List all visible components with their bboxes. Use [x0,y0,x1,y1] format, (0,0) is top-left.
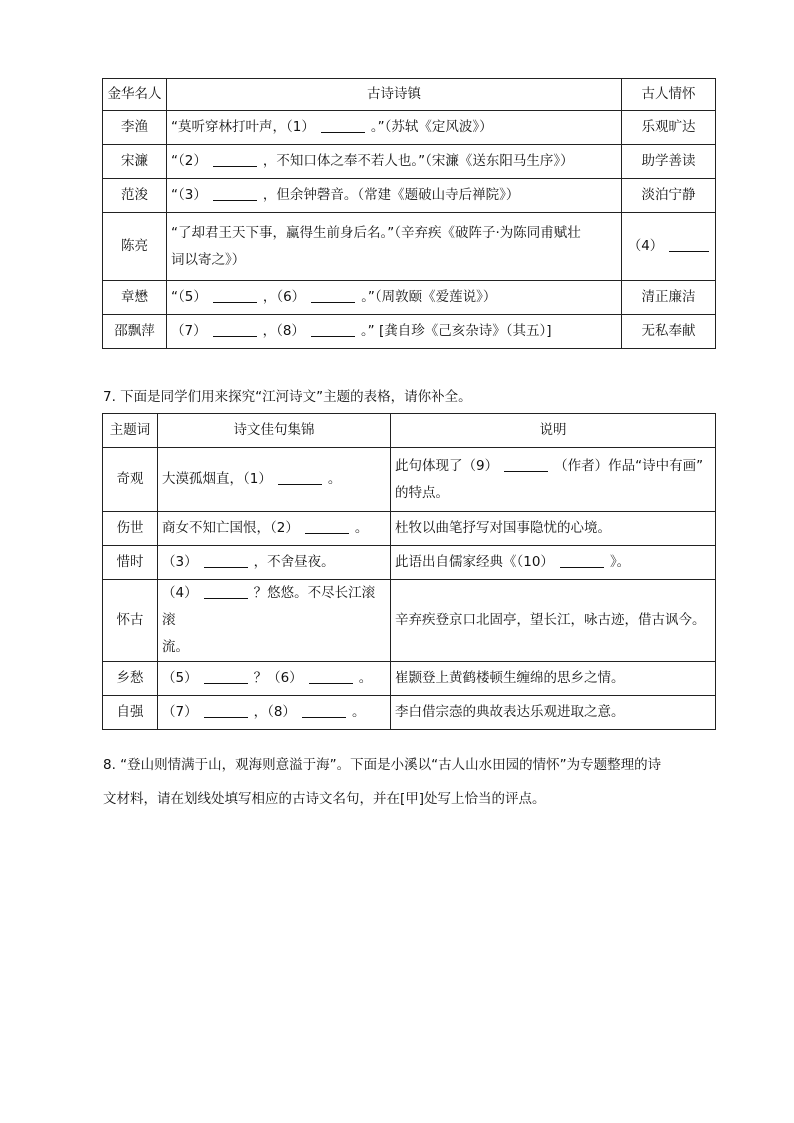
answer-blank[interactable] [213,152,257,167]
table-row [103,111,716,145]
answer-blank[interactable] [204,669,248,684]
name-cell: 宋濂 [103,145,167,179]
poem-cell: “莫听穿林打叶声，（1） 。”（苏轼《定风波》） [167,111,622,145]
table-row [103,213,716,281]
answer-blank[interactable] [321,118,365,133]
answer-blank[interactable] [560,553,604,568]
description-cell: 此句体现了（9） （作者）作品“诗中有画” 的特点。 [391,448,716,512]
river-poetry-table [102,413,716,730]
description-cell: 此语出自儒家经典《（10） 》。 [391,546,716,580]
question-8-line: 文材料，请在划线处填写相应的古诗文名句，并在[甲]处写上恰当的评点。 [103,791,546,807]
table-row [103,546,716,580]
name-cell: 章懋 [103,281,167,315]
table-row [103,662,716,696]
answer-blank[interactable] [204,584,248,599]
topic-cell: 自强 [103,696,158,730]
poem-cell: “（2） ，不知口体之奉不若人也。”（宋濂《送东阳马生序》） [167,145,622,179]
feeling-cell: （4） [622,213,716,281]
answer-blank[interactable] [204,703,248,718]
verse-cell: （4） ？悠悠。不尽长江滚滚 流。 [158,580,391,662]
answer-blank[interactable] [204,553,248,568]
verse-cell: 商女不知亡国恨，（2） 。 [158,512,391,546]
answer-blank[interactable] [669,237,709,252]
answer-blank[interactable] [213,322,257,337]
poem-cell: （7） ，（8） 。” [龚自珍《己亥杂诗》（其五）] [167,315,622,349]
answer-blank[interactable] [309,669,353,684]
header-cell: 古诗诗镇 [167,79,622,111]
answer-blank[interactable] [311,288,355,303]
feeling-cell: 无私奉献 [622,315,716,349]
table-header-row [103,414,716,448]
name-cell: 陈亮 [103,213,167,281]
answer-blank[interactable] [278,470,322,485]
topic-cell: 乡愁 [103,662,158,696]
header-cell: 主题词 [103,414,158,448]
table-row [103,315,716,349]
feeling-cell: 清正廉洁 [622,281,716,315]
table-row [103,145,716,179]
question-7-prompt: 7. 下面是同学们用来探究“江河诗文”主题的表格，请你补全。 [103,389,472,405]
poem-cell: “（3） ，但余钟磬音。（常建《题破山寺后禅院》） [167,179,622,213]
feeling-cell: 乐观旷达 [622,111,716,145]
table-row [103,281,716,315]
description-cell: 李白借宗悫的典故表达乐观进取之意。 [391,696,716,730]
table-row [103,512,716,546]
name-cell: 邵飘萍 [103,315,167,349]
answer-blank[interactable] [302,703,346,718]
verse-cell: （3） ，不舍昼夜。 [158,546,391,580]
header-cell: 诗文佳句集锦 [158,414,391,448]
question-8-prompt [103,748,723,816]
famous-people-poetry-table [102,78,716,349]
answer-blank[interactable] [504,457,548,472]
name-cell: 李渔 [103,111,167,145]
answer-blank[interactable] [305,519,349,534]
answer-blank[interactable] [213,288,257,303]
name-cell: 范浚 [103,179,167,213]
topic-cell: 惜时 [103,546,158,580]
feeling-cell: 助学善读 [622,145,716,179]
topic-cell: 怀古 [103,580,158,662]
header-cell: 古人情怀 [622,79,716,111]
poem-cell: “（5） ，（6） 。”（周敦颐《爱莲说》） [167,281,622,315]
verse-cell: （5） ？（6） 。 [158,662,391,696]
table-row [103,179,716,213]
question-8-line: 8. “登山则情满于山，观海则意溢于海”。下面是小溪以“古人山水田园的情怀”为专题整理的诗 [103,757,662,773]
topic-cell: 伤世 [103,512,158,546]
description-cell: 崔颢登上黄鹤楼顿生缠绵的思乡之情。 [391,662,716,696]
table-row [103,448,716,512]
table-header-row [103,79,716,111]
description-cell: 杜牧以曲笔抒写对国事隐忧的心境。 [391,512,716,546]
header-cell: 说明 [391,414,716,448]
topic-cell: 奇观 [103,448,158,512]
table-row [103,696,716,730]
table-row [103,580,716,662]
verse-cell: （7） ，（8） 。 [158,696,391,730]
answer-blank[interactable] [213,186,257,201]
answer-blank[interactable] [311,322,355,337]
poem-cell: “了却君王天下事，赢得生前身后名。”（辛弃疾《破阵子·为陈同甫赋壮 词以寄之》） [167,213,622,281]
description-cell: 辛弃疾登京口北固亭，望长江，咏古迹，借古讽今。 [391,580,716,662]
feeling-cell: 淡泊宁静 [622,179,716,213]
header-cell: 金华名人 [103,79,167,111]
verse-cell: 大漠孤烟直，（1） 。 [158,448,391,512]
